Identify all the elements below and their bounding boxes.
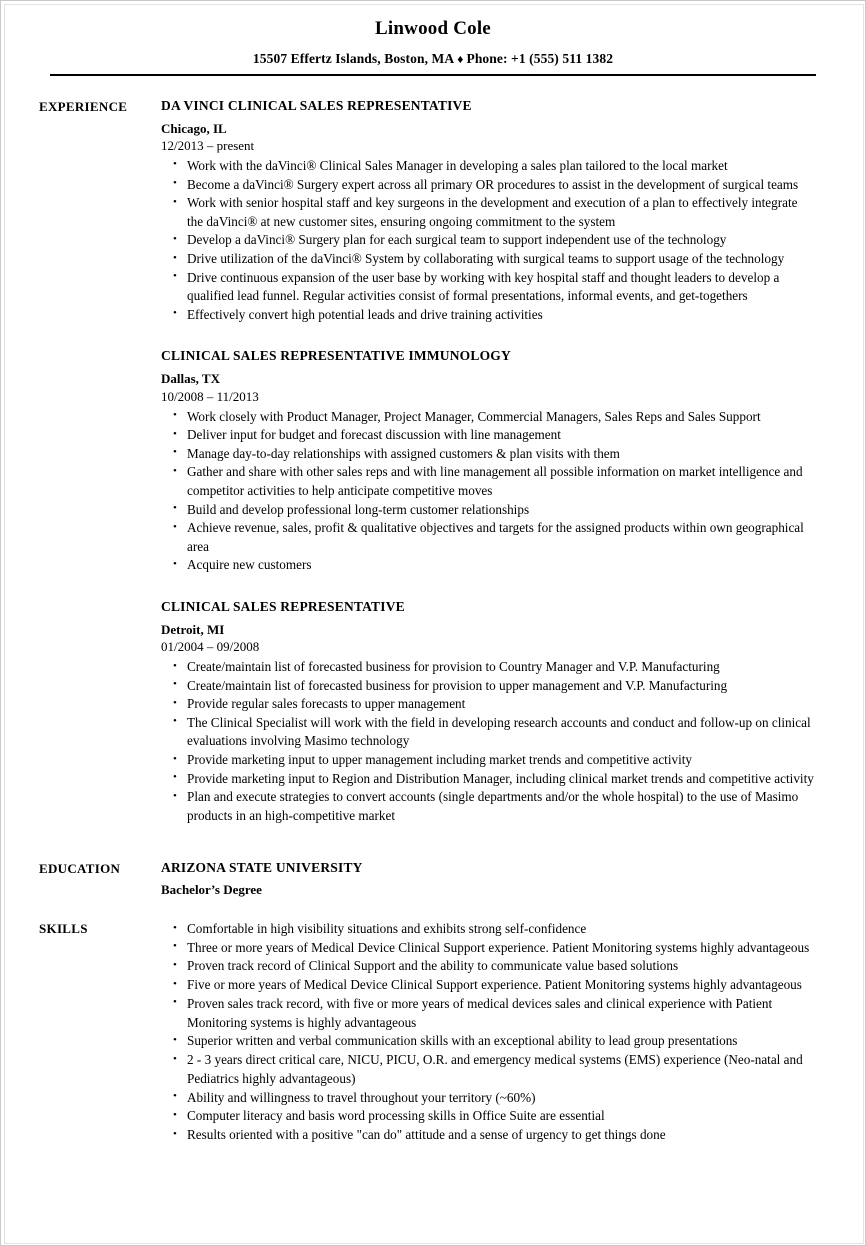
resume-header [1,1,865,76]
list-item: • Work with senior hospital staff and key surgeons in the development and execution of a plan to effectively integrate the daVinci® at new customer sites, ensuring ongoing commitment to the system [171,194,815,231]
education-entry [161,860,815,898]
candidate-phone: Phone: +1 (555) 511 1382 [466,50,614,66]
education-school: ARIZONA STATE UNIVERSITY [161,859,363,875]
list-item: • Provide regular sales forecasts to upper management [171,695,815,714]
list-item: • Results oriented with a positive "can do" attitude and a sense of urgency to get things done [171,1126,815,1145]
list-item: • Create/maintain list of forecasted business for provision to Country Manager and V.P. Manufacturing [171,658,815,677]
list-item: • 2 - 3 years direct critical care, NICU, PICU, O.R. and emergency medical systems (EMS) experience (Neo-natal and Pediatrics highly advantageous) [171,1051,815,1088]
job-location: Dallas, TX [161,371,220,387]
list-item: • Build and develop professional long-term customer relationships [171,501,815,520]
list-item: • Achieve revenue, sales, profit & qualitative objectives and targets for the assigned products within own geographical area [171,519,815,556]
experience-entry [161,599,815,826]
list-item: • Work with the daVinci® Clinical Sales Manager in developing a sales plan tailored to the local market [171,157,815,176]
list-item: • Acquire new customers [171,556,815,575]
list-item: • Become a daVinci® Surgery expert across all primary OR procedures to assist in the development of surgical teams [171,176,815,195]
candidate-contact-line [1,51,865,67]
job-location: Detroit, MI [161,621,225,637]
list-item: • The Clinical Specialist will work with the field in developing research accounts and conduct and follow-up on clinical evaluations involving Masimo technology [171,714,815,751]
list-item: • Computer literacy and basis word processing skills in Office Suite are essential [171,1107,815,1126]
header-divider [50,74,816,76]
skills-section-label: SKILLS [39,921,88,936]
list-item: • Three or more years of Medical Device Clinical Support experience. Patient Monitoring systems highly advantageous [171,939,815,958]
education-degree: Bachelor’s Degree [161,882,262,898]
diamond-separator-icon: ♦ [457,51,464,66]
list-item: • Proven track record of Clinical Support and the ability to communicate value based solutions [171,957,815,976]
list-item: • Gather and share with other sales reps and with line management all possible information on market intelligence and competitor activities to help anticipate competitive moves [171,463,815,500]
job-title: CLINICAL SALES REPRESENTATIVE IMMUNOLOGY [161,348,511,364]
list-item: • Manage day-to-day relationships with assigned customers & plan visits with them [171,445,815,464]
list-item: • Comfortable in high visibility situations and exhibits strong self-confidence [171,920,815,939]
experience-entry [161,348,815,575]
experience-section [1,98,865,826]
list-item: • Develop a daVinci® Surgery plan for each surgical team to support independent use of the technology [171,231,815,250]
list-item: • Proven sales track record, with five or more years of medical devices sales and clinical experience with Patient Monitoring systems is highly advantageous [171,995,815,1032]
list-item: • Deliver input for budget and forecast discussion with line management [171,426,815,445]
list-item: • Provide marketing input to upper management including market trends and competitive activity [171,751,815,770]
job-dates: 12/2013 – present [161,138,255,154]
candidate-address: 15507 Effertz Islands, Boston, MA [252,50,455,66]
experience-entry [161,98,815,325]
job-dates: 01/2004 – 09/2008 [161,639,260,655]
education-entries [161,860,815,898]
job-responsibilities [161,658,815,825]
education-section-label: EDUCATION [39,860,121,876]
list-item: • Superior written and verbal communication skills with an exceptional ability to lead group presentations [171,1032,815,1051]
candidate-name: Linwood Cole [375,18,491,39]
experience-entries [161,98,815,826]
skills-section [1,920,865,1145]
job-responsibilities [161,157,815,324]
experience-section-label: EXPERIENCE [39,98,128,114]
skills-list [161,920,815,1145]
job-title: CLINICAL SALES REPRESENTATIVE [161,598,405,614]
job-location: Chicago, IL [161,120,227,136]
list-item: • Ability and willingness to travel throughout your territory (~60%) [171,1089,815,1108]
list-item: • Effectively convert high potential leads and drive training activities [171,306,815,325]
list-item: • Drive continuous expansion of the user base by working with key hospital staff and thought leaders to develop a qualified lead funnel. Regular activities consist of formal presentations, informal events, and get-togethers [171,269,815,306]
list-item: • Drive utilization of the daVinci® System by collaborating with surgical teams to support usage of the technology [171,250,815,269]
education-section [1,860,865,898]
list-item: • Plan and execute strategies to convert accounts (single departments and/or the whole hospital) to the use of Masimo products in an high-competitive market [171,788,815,825]
list-item: • Five or more years of Medical Device Clinical Support experience. Patient Monitoring systems highly advantageous [171,976,815,995]
skills-entries [161,920,815,1145]
job-responsibilities [161,408,815,575]
job-title: DA VINCI CLINICAL SALES REPRESENTATIVE [161,97,472,113]
list-item: • Create/maintain list of forecasted business for provision to upper management and V.P. Manufacturing [171,677,815,696]
list-item: • Provide marketing input to Region and Distribution Manager, including clinical market trends and competitive activity [171,770,815,789]
list-item: • Work closely with Product Manager, Project Manager, Commercial Managers, Sales Reps and Sales Support [171,408,815,427]
job-dates: 10/2008 – 11/2013 [161,388,259,404]
